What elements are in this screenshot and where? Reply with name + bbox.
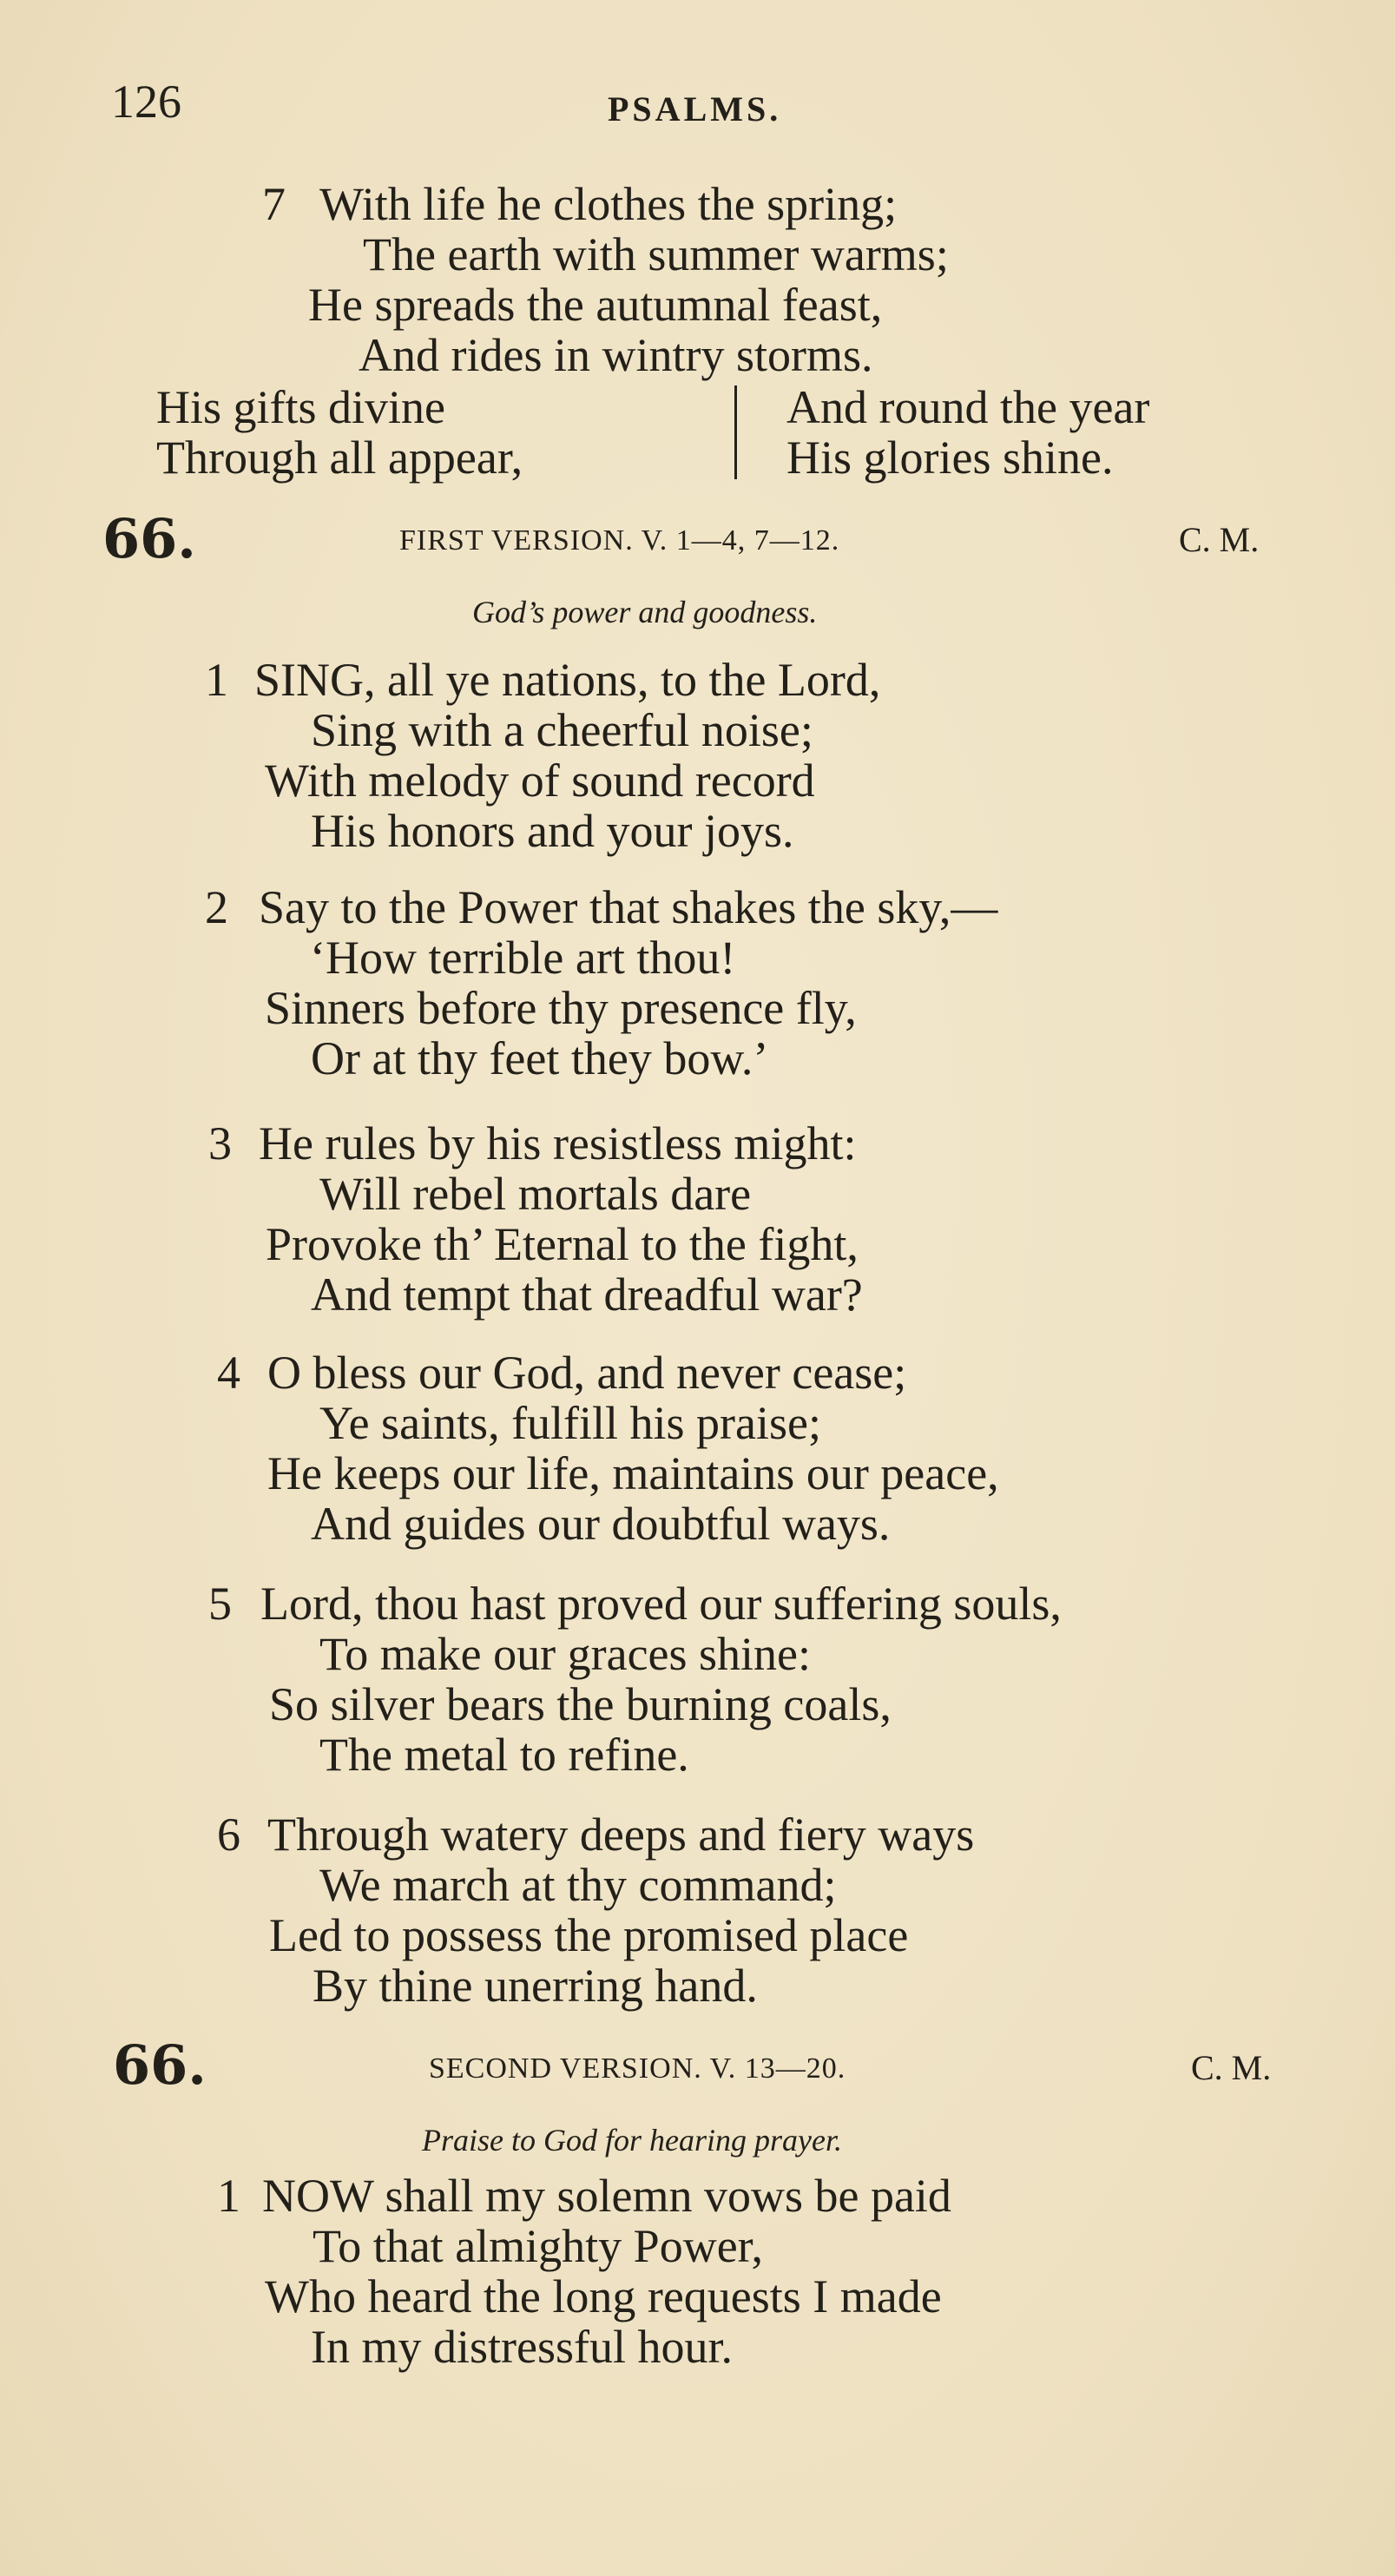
stanza-line: ‘How terrible art thou! <box>310 932 736 984</box>
stanza-line: Say to the Power that shakes the sky,— <box>259 881 998 933</box>
verse-line: With life he clothes the spring; <box>319 178 898 230</box>
stanza-line: Who heard the long requests I made <box>265 2270 942 2322</box>
meter-label: C. M. <box>1179 520 1260 559</box>
version-heading: SECOND VERSION. V. 13—20. <box>429 2052 846 2085</box>
verse-line: The earth with summer warms; <box>363 228 949 280</box>
running-title: PSALMS. <box>608 89 782 128</box>
split-line-right: His glories shine. <box>786 432 1114 484</box>
stanza-line: The metal to refine. <box>319 1729 689 1781</box>
stanza-number: 2 <box>205 881 228 933</box>
psalm-number: 66. <box>113 2033 207 2097</box>
meter-label: C. M. <box>1191 2048 1272 2087</box>
stanza-line: O bless our God, and never cease; <box>267 1347 907 1399</box>
stanza-line: He keeps our life, maintains our peace, <box>267 1447 999 1499</box>
stanza-line: Sing with a cheerful noise; <box>311 704 813 756</box>
stanza-line: To that almighty Power, <box>313 2220 763 2272</box>
split-line-right: And round the year <box>786 381 1150 433</box>
stanza-number: 1 <box>205 654 228 706</box>
stanza-line: SING, all ye nations, to the Lord, <box>254 654 881 706</box>
verse-line: He spreads the autumnal feast, <box>308 279 883 331</box>
split-line-left: Through all appear, <box>156 432 523 484</box>
stanza-line: Through watery deeps and fiery ways <box>267 1808 975 1861</box>
stanza-line: By thine unerring hand. <box>313 1960 758 2012</box>
psalm-subtitle: God’s power and goodness. <box>472 595 818 629</box>
stanza-line: His honors and your joys. <box>311 805 794 857</box>
stanza-line: Lord, thou hast proved our suffering souls, <box>260 1578 1062 1630</box>
stanza-line: To make our graces shine: <box>319 1628 812 1680</box>
stanza-line: Sinners before thy presence fly, <box>265 982 857 1034</box>
stanza-line: And guides our doubtful ways. <box>311 1498 891 1550</box>
stanza-line: Led to possess the promised place <box>269 1909 909 1961</box>
stanza-number: 4 <box>217 1347 240 1399</box>
stanza-line: Provoke th’ Eternal to the fight, <box>266 1218 859 1270</box>
stanza-line: With melody of sound record <box>265 754 815 807</box>
stanza-line: NOW shall my solemn vows be paid <box>262 2170 951 2222</box>
stanza-line: He rules by his resistless might: <box>259 1117 857 1169</box>
stanza-line: So silver bears the burning coals, <box>269 1678 892 1730</box>
split-divider <box>734 385 737 479</box>
version-heading: FIRST VERSION. V. 1—4, 7—12. <box>399 524 840 557</box>
stanza-number: 1 <box>217 2170 240 2222</box>
stanza-line: Will rebel mortals dare <box>319 1168 752 1220</box>
psalm-number: 66. <box>102 507 196 570</box>
stanza-line: We march at thy command; <box>319 1859 837 1911</box>
page-number: 126 <box>111 76 181 128</box>
verse-number: 7 <box>262 178 286 230</box>
stanza-number: 3 <box>208 1117 232 1169</box>
stanza-line: In my distressful hour. <box>311 2321 733 2373</box>
stanza-line: And tempt that dreadful war? <box>311 1268 863 1321</box>
stanza-number: 5 <box>208 1578 232 1630</box>
stanza-number: 6 <box>217 1808 240 1861</box>
verse-line: And rides in wintry storms. <box>359 329 873 381</box>
stanza-line: Or at thy feet they bow.’ <box>311 1032 769 1084</box>
stanza-line: Ye saints, fulfill his praise; <box>319 1397 821 1449</box>
psalm-subtitle: Praise to God for hearing prayer. <box>422 2123 842 2158</box>
split-line-left: His gifts divine <box>156 381 445 433</box>
